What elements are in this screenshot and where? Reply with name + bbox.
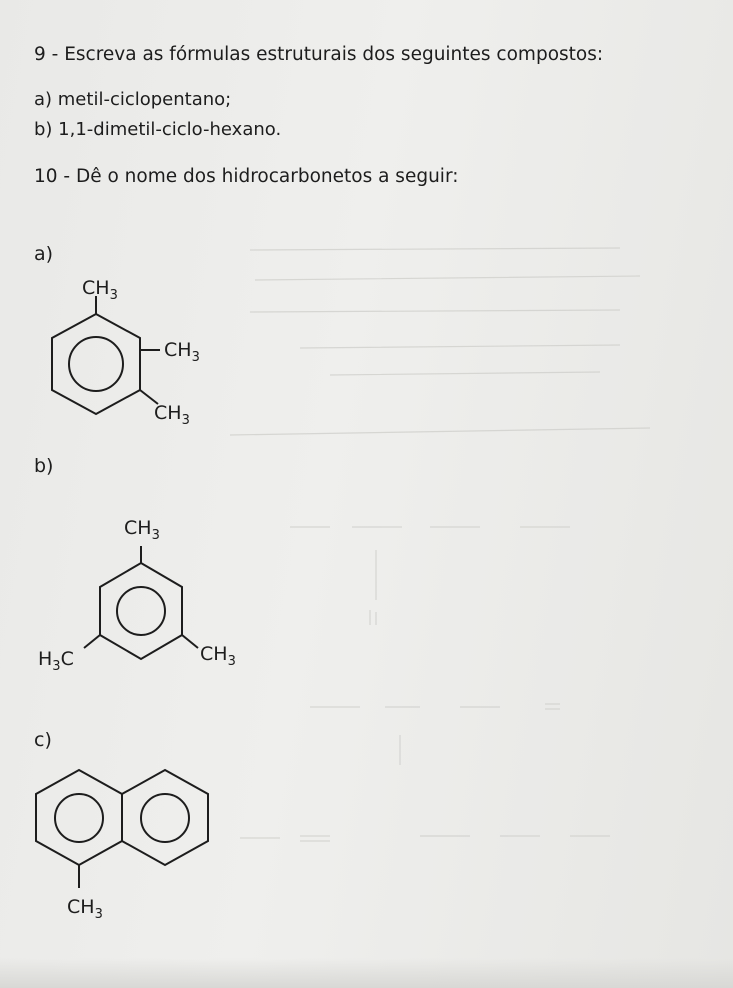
methyl-label-b-left: $H_3C$: [38, 648, 74, 674]
methyl-label-a-top: $CH_3$: [82, 277, 118, 303]
naphthalene-ring-left: [36, 770, 122, 865]
methyl-label-b-top: $CH_3$: [124, 517, 160, 543]
methyl-label-a-right: $CH_3$: [164, 339, 200, 365]
page-edge-shadow: [0, 958, 733, 988]
methyl-label-b-right: $CH_3$: [200, 643, 236, 669]
question-10-label-c: c): [34, 729, 52, 751]
aromatic-circle-c-right: [141, 794, 189, 842]
question-10-heading: 10 - Dê o nome dos hidrocarbonetos a seguir:: [34, 166, 459, 187]
question-9-item-b: b) 1,1-dimetil-ciclo-hexano.: [34, 119, 282, 140]
question-9-item-a: a) metil-ciclopentano;: [34, 89, 232, 110]
question-10-label-a: a): [34, 243, 54, 265]
methyl-label-c: $CH_3$: [67, 896, 103, 922]
aromatic-circle-c-left: [55, 794, 103, 842]
question-9-heading: 9 - Escreva as fórmulas estruturais dos seguintes compostos:: [34, 44, 604, 65]
question-10-label-b: b): [34, 455, 54, 477]
naphthalene-ring-right: [122, 770, 208, 865]
methyl-label-a-bottom: $CH_3$: [154, 402, 190, 428]
